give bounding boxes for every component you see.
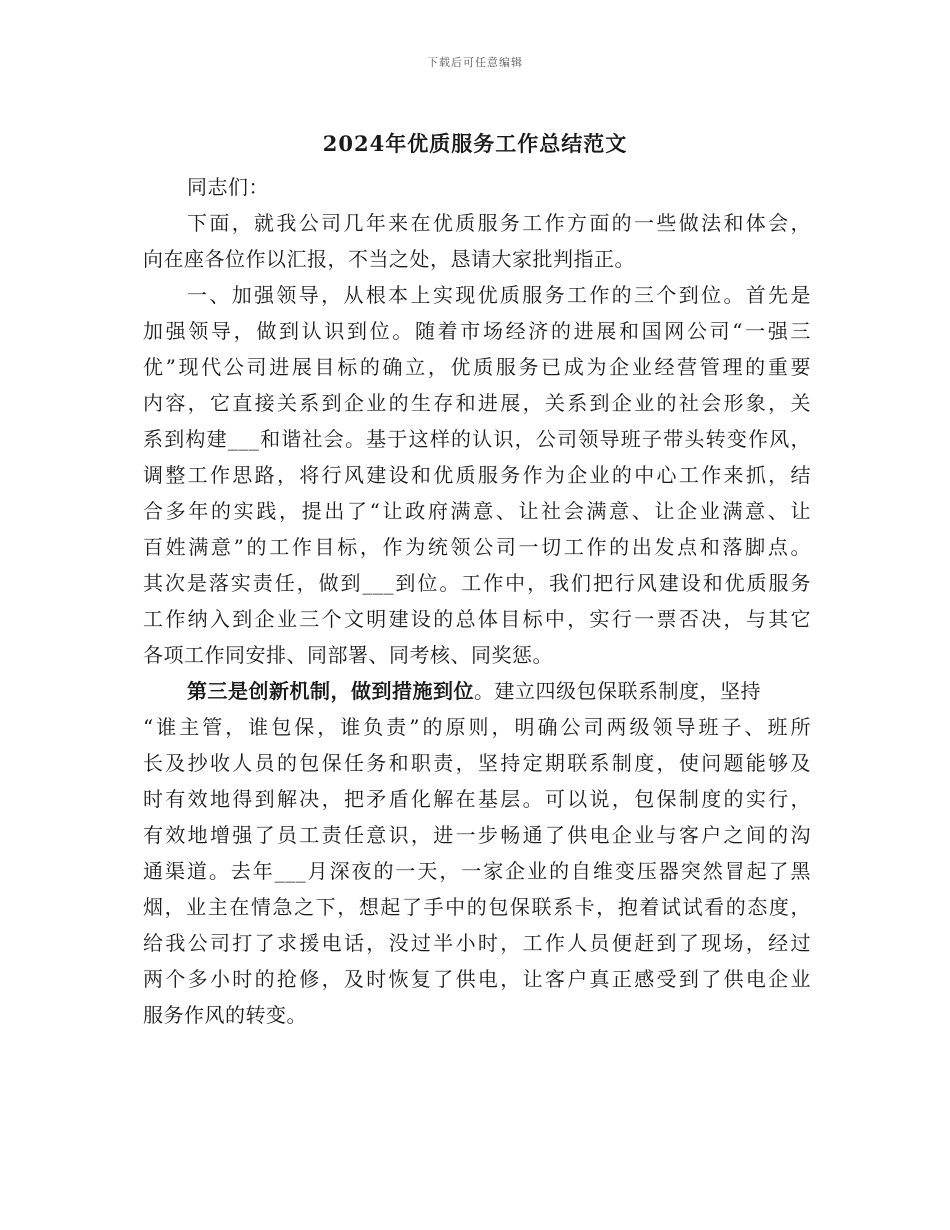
greeting: 同志们： [187,175,269,199]
paragraph-3-line: 烟，业主在情急之下，想起了手中的包保联系卡，抱着试试看的态度， [143,895,811,919]
paragraph-2-line: 合多年的实践，提出了“让政府满意、让社会满意、让企业满意、让 [143,499,811,523]
paragraph-2-line: 加强领导，做到认识到位。随着市场经济的进展和国网公司“一强三 [143,319,811,343]
paragraph-3-line: 服务作风的转变。 [143,1003,307,1027]
paragraph-2-line: 系到构建___和谐社会。基于这样的认识，公司领导班子带头转变作风， [143,427,811,451]
paragraph-2-line: 内容，它直接关系到企业的生存和进展，关系到企业的社会形象，关 [143,391,811,415]
paragraph-3-line: 给我公司打了求援电话，没过半小时，工作人员便赶到了现场，经过 [143,931,811,955]
paragraph-2-line: 调整工作思路，将行风建设和优质服务作为企业的中心工作来抓，结 [143,463,811,487]
paragraph-3-line: “谁主管，谁包保，谁负责”的原则，明确公司两级领导班子、班所 [143,715,811,739]
paragraph-3-line: 长及抄收人员的包保任务和职责，坚持定期联系制度，使问题能够及 [143,751,811,775]
paragraph-3-lead: 第三是创新机制，做到措施到位 [187,679,474,703]
paragraph-3-lead-rest: 。建立四级包保联系制度，坚持 [474,679,761,703]
paragraph-2-line: 各项工作同安排、同部署、同考核、同奖惩。 [143,643,553,667]
document-title: 2024年优质服务工作总结范文 [322,131,628,156]
paragraph-2-line: 其次是落实责任，做到___到位。工作中，我们把行风建设和优质服务 [143,571,811,595]
paragraph-1-line: 下面，就我公司几年来在优质服务工作方面的一些做法和体会， [187,211,811,235]
paragraph-3-first-line [143,678,811,714]
document-body [143,174,811,1038]
paragraph-3-line: 两个多小时的抢修，及时恢复了供电，让客户真正感受到了供电企业 [143,967,811,991]
paragraph-2-line: 优”现代公司进展目标的确立，优质服务已成为企业经营管理的重要 [143,355,811,379]
paragraph-2-line: 百姓满意”的工作目标，作为统领公司一切工作的出发点和落脚点。 [143,535,811,559]
paragraph-2-line: 工作纳入到企业三个文明建设的总体目标中，实行一票否决，与其它 [143,607,811,631]
paragraph-3-line: 通渠道。去年___月深夜的一天，一家企业的自维变压器突然冒起了黑 [143,859,811,883]
page-header-note: 下载后可任意编辑 [427,56,523,69]
paragraph-3-line: 有效地增强了员工责任意识，进一步畅通了供电企业与客户之间的沟 [143,823,811,847]
paragraph-2-line: 一、加强领导，从根本上实现优质服务工作的三个到位。首先是 [187,283,811,307]
paragraph-1-line: 向在座各位作以汇报，不当之处，恳请大家批判指正。 [143,247,635,271]
paragraph-3-line: 时有效地得到解决，把矛盾化解在基层。可以说，包保制度的实行， [143,787,811,811]
